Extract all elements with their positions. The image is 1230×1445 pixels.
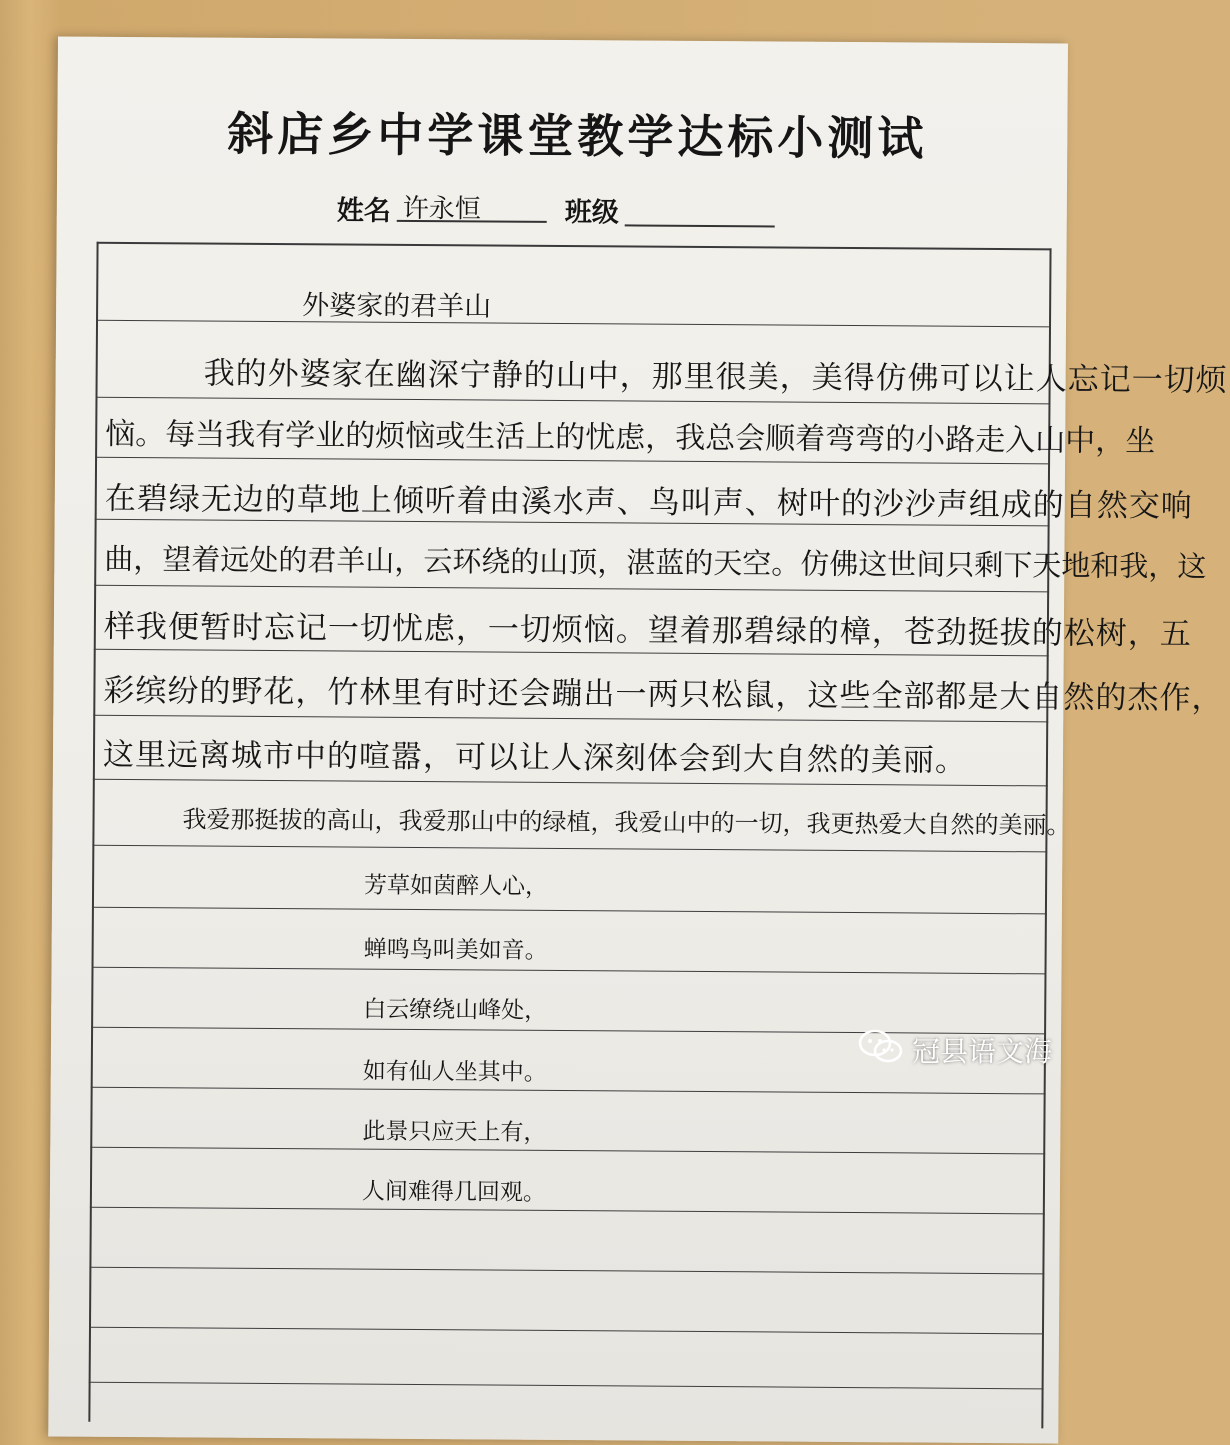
poem-line: 蝉鸣鸟叫美如音。 (363, 936, 548, 964)
poem-line: 芳草如茵醉人心， (364, 872, 549, 900)
essay-line: 在碧绿无边的草地上倾听着由溪水声、鸟叫声、树叶的沙沙声组成的自然交响 (104, 480, 1193, 525)
test-paper (48, 36, 1228, 1443)
essay-line: 我的外婆家在幽深宁静的山中，那里很美，美得仿佛可以让人忘记一切烦 (203, 355, 1228, 399)
essay-line: 恼。每当我有学业的烦恼或生活上的忧虑，我总会顺着弯弯的小路走入山中，坐 (105, 416, 1156, 460)
poem-line: 人间难得几回观。 (361, 1178, 547, 1206)
watermark-text: 冠县语文海 (912, 1035, 1053, 1068)
page-title: 斜店乡中学课堂教学达标小测试 (227, 106, 928, 166)
poem-line: 此景只应天上有， (362, 1118, 547, 1146)
name-field: 许永恒 (397, 188, 547, 223)
name-label: 姓名 (336, 195, 391, 227)
wechat-icon (858, 1028, 904, 1073)
essay-title: 外婆家的君羊山 (302, 290, 492, 323)
essay-line: 这里远离城市中的喧嚣，可以让人深刻体会到大自然的美丽。 (102, 736, 968, 779)
student-info-row (337, 188, 807, 231)
poem-line: 如有仙人坐其中。 (362, 1058, 547, 1086)
class-label: 班级 (564, 197, 619, 229)
watermark (858, 1030, 1052, 1070)
class-field (625, 190, 775, 227)
essay-line: 我爱那挺拔的高山，我爱那山中的绿植，我爱山中的一切，我更热爱大自然的美丽。 (182, 805, 1071, 840)
essay-line: 彩缤纷的野花，竹林里有时还会蹦出一两只松鼠，这些全部都是大自然的杰作， (103, 672, 1224, 717)
essay-line: 样我便暂时忘记一切忧虑，一切烦恼。望着那碧绿的樟，苍劲挺拔的松树，五 (103, 608, 1192, 653)
essay-line: 曲，望着远处的君羊山，云环绕的山顶，湛蓝的天空。仿佛这世间只剩下天地和我，这 (104, 541, 1207, 584)
poem-line: 白云缭绕山峰处， (363, 996, 548, 1024)
